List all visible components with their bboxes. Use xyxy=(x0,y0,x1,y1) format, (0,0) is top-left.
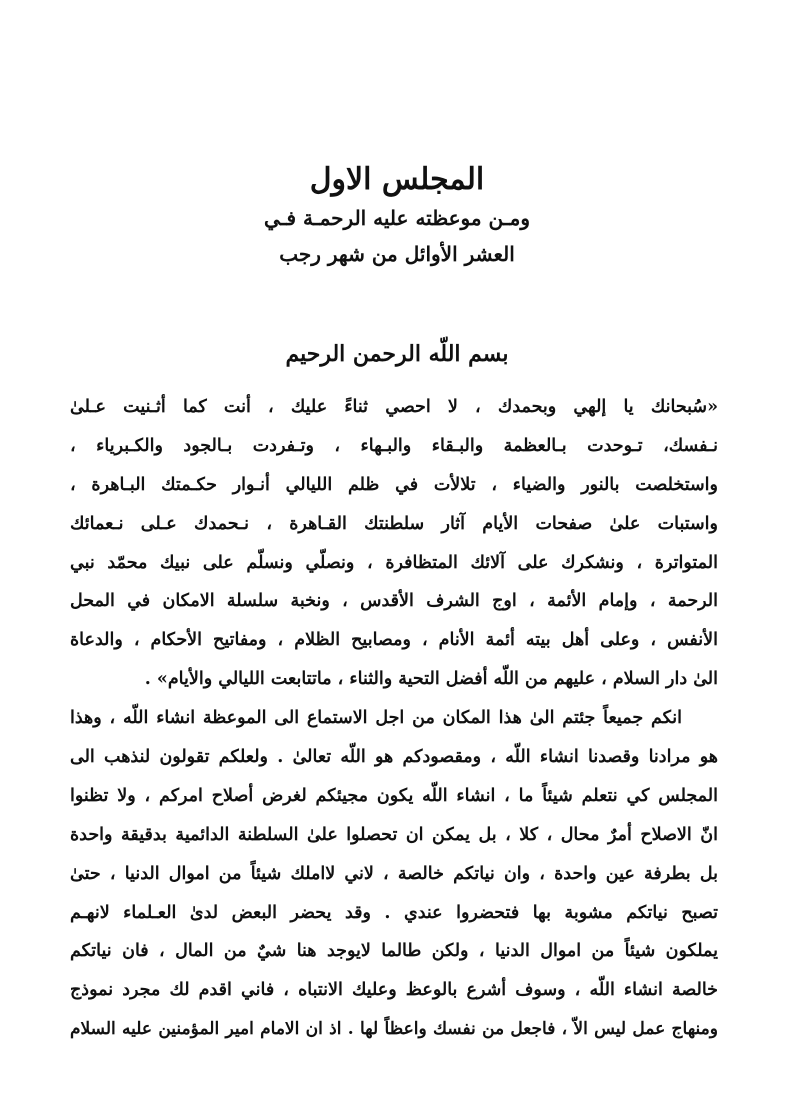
text-line: خالصة انشاء اللّه ، وسوف أشرع بالوعظ وعليك الانتباه ، فاني اقدم لك مجرد نموذج xyxy=(70,980,718,1001)
chapter-subtitle-line-1: ومـن موعظته عليه الرحمـة فـي xyxy=(263,206,531,230)
text-line: واستخلصت بالنور والضياء ، تلالأت في ظلم الليالي أنـوار حكـمتك البـاهرة ، xyxy=(70,474,718,495)
text-line: انّ الاصلاح أمرٌ محال ، كلا ، بل يمكن ان تحصلوا علىٰ السلطنة الدائمية بدقيقة واحدة xyxy=(70,824,718,845)
basmala: بسم اللّه الرحمن الرحيم xyxy=(285,341,509,367)
chapter-title: المجلس الاول xyxy=(309,162,485,197)
text-line: هو مرادنا وقصدنا انشاء اللّه ، ومقصودكم هو اللّه تعالىٰ . ولعلكم تقولون لنذهب الى xyxy=(70,747,718,768)
text-line: «سُبحانك يا إلهي وبحمدك ، لا احصي ثناءً عليك ، أنت كما أثـنيت عـلىٰ xyxy=(70,397,718,417)
text-line: يملكون شيئاً من اموال الدنيا ، ولكن طالما لايوجد هنا شيٌ من المال ، فان نياتكم xyxy=(70,941,718,962)
text-line: الرحمة ، وإمام الأئمة ، اوج الشرف الأقدس ، ونخبة سلسلة الامكان في المحل xyxy=(70,591,718,612)
chapter-heading xyxy=(0,160,794,272)
body-text xyxy=(70,388,718,1049)
text-line: بل بطرفة عين واحدة ، وان نياتكم خالصة ، لاني لااملك شيئاً من اموال الدنيا ، حتىٰ xyxy=(70,863,718,884)
text-line: تصبح نياتكم مشوبة بها فتحضروا عندي . وقد يحضر البعض لدىٰ العـلماء لانهـم xyxy=(70,902,718,923)
text-line: المجلس كي نتعلم شيئاً ما ، انشاء اللّه يكون مجيئكم لغرض أصلاح امركم ، ولا تظنوا xyxy=(70,785,718,806)
text-line: الىٰ دار السلام ، عليهم من اللّه أفضل التحية والثناء ، ماتتابعت الليالي والأيام» . xyxy=(144,669,718,690)
text-line: المتواترة ، ونشكرك على آلائك المتظافرة ، ونصلّي ونسلّم على نبيك محمّد نبي xyxy=(70,552,718,573)
text-line: نـفسك، تـوحدت بـالعظمة والبـقاء والبـهاء ، وتـفردت بـالجود والكـبرياء ، xyxy=(70,435,718,456)
text-line: الأنفس ، وعلى أهل بيته أئمة الأنام ، ومصابيح الظلام ، ومفاتيح الأحكام ، والدعاة xyxy=(70,630,718,651)
text-line: انكم جميعاً جئتم الىٰ هذا المكان من اجل الاستماع الى الموعظة انشاء اللّه ، وهذا xyxy=(70,708,682,729)
text-line: واستبات علىٰ صفحات الأيام آثار سلطنتك القـاهرة ، نـحمدك عـلى نـعمائك xyxy=(70,513,718,534)
chapter-subtitle-line-2: العشر الأوائل من شهر رجب xyxy=(279,242,515,266)
text-line: ومنهاج عمل ليس الاّ ، فاجعل من نفسك واعظاً لها . اذ ان الامام امير المؤمنين عليه السلام xyxy=(70,1019,718,1040)
